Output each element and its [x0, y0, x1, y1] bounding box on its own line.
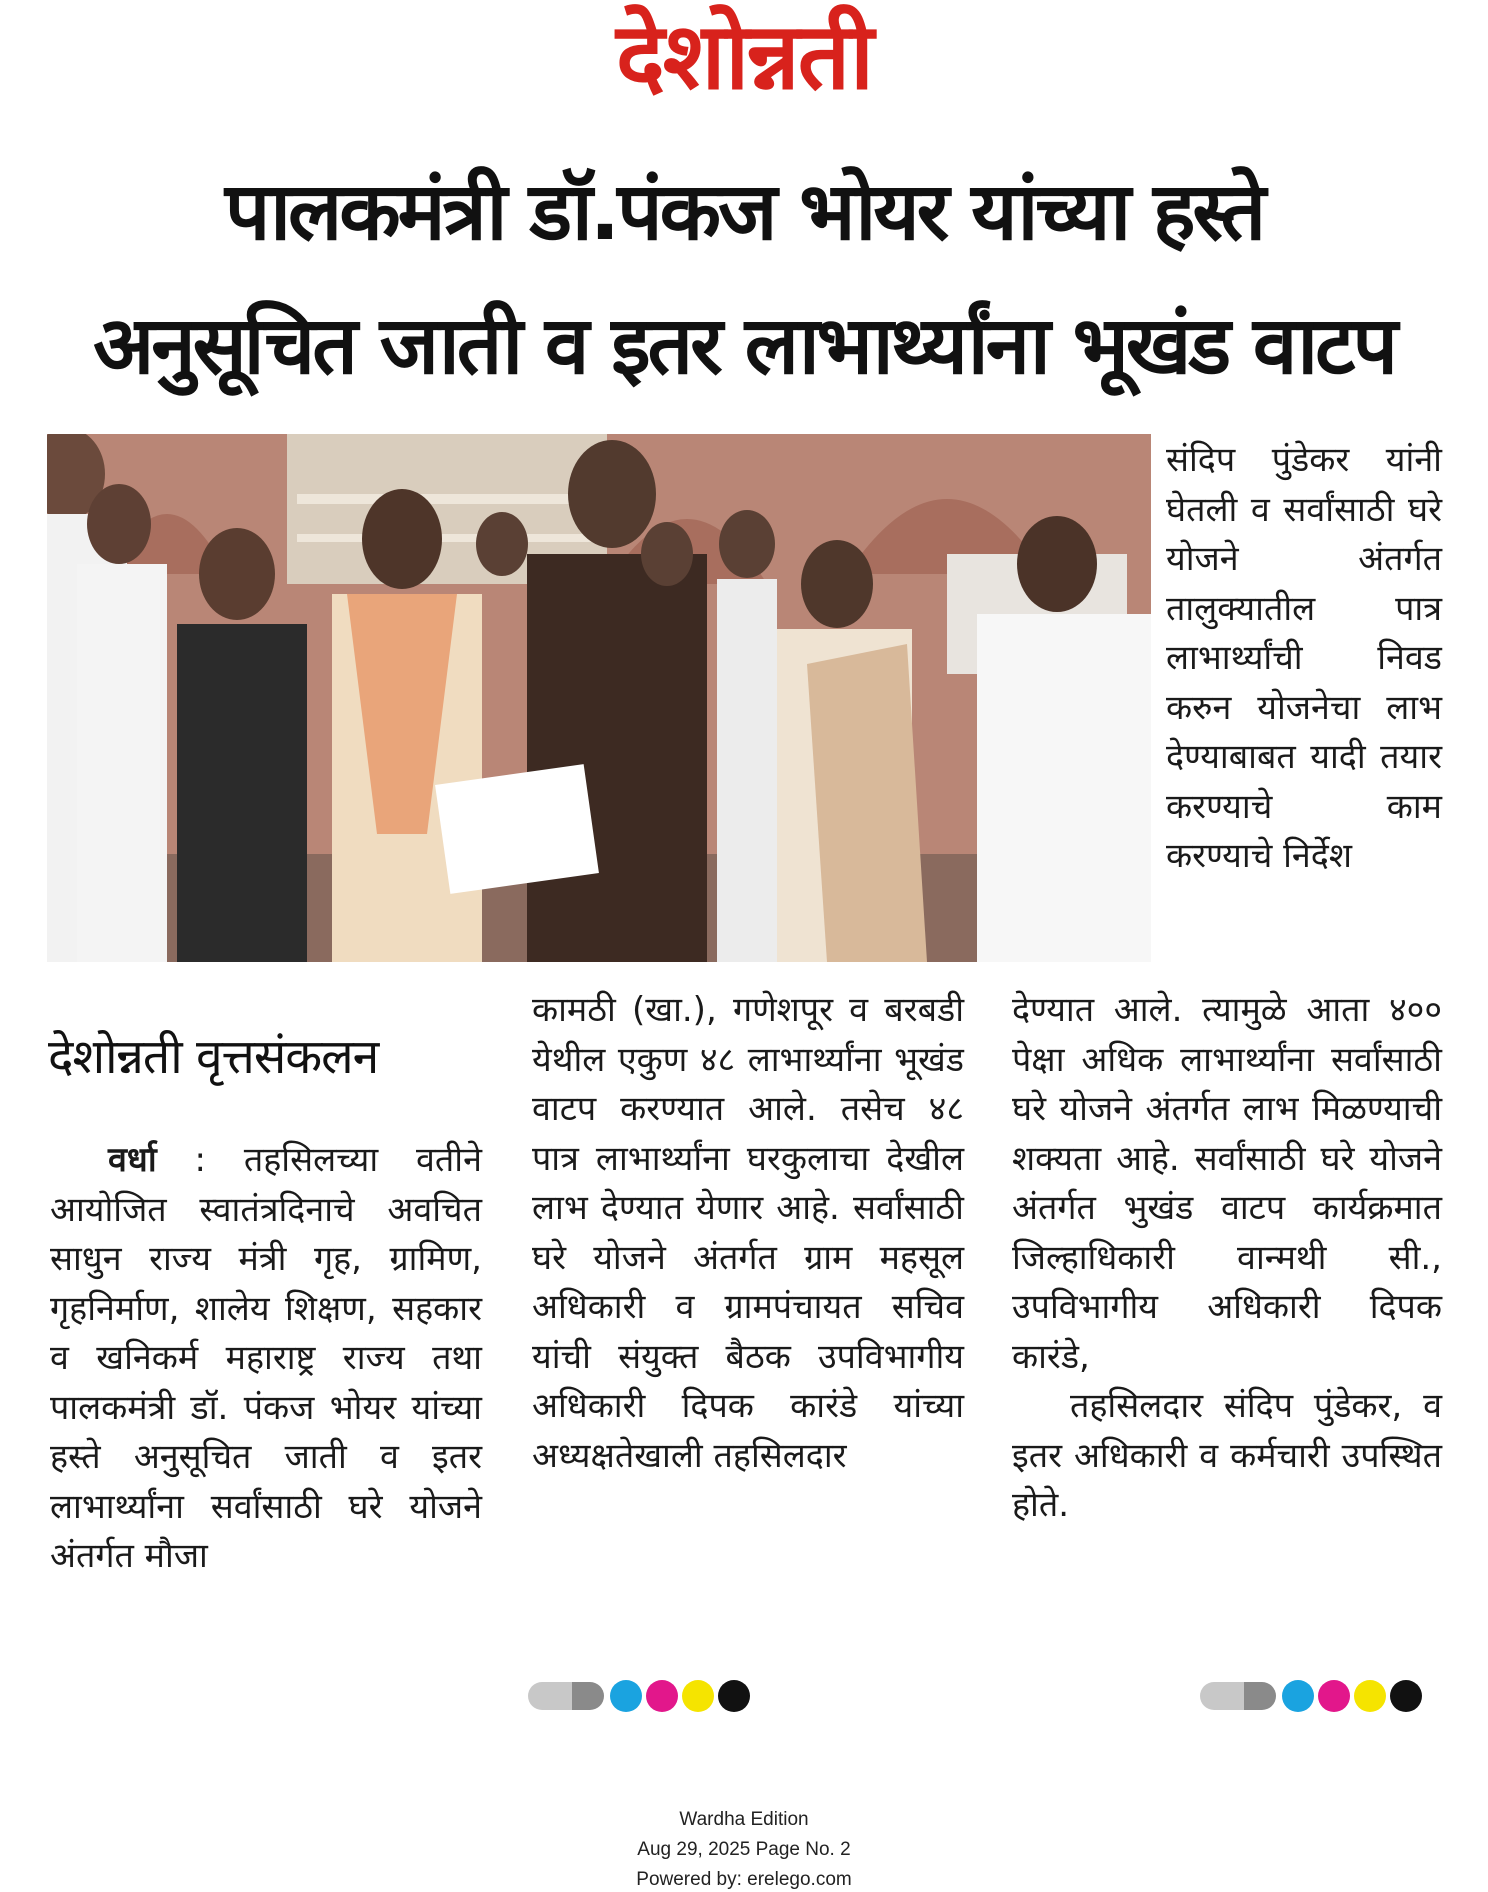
- news-photo: [47, 434, 1151, 962]
- footer-edition: Wardha Edition: [679, 1809, 809, 1830]
- article-column-1: [50, 1136, 482, 1582]
- headline-line-2: अनुसूचित जाती व इतर लाभार्थ्यांना भूखंड वाटप: [93, 299, 1395, 392]
- article-paragraph: कामठी (खा.), गणेशपूर व बरबडी येथील एकुण ४८ लाभार्थ्यांना भूखंड वाटप करण्यात आले. तसेच ४८ पात्र लाभार्थ्यांना घरकुलाचा देखील लाभ देण्यात येणार आहे. सर्वांसाठी घरे योजने अंतर्गत ग्राम महसूल अधिकारी व ग्रामपंचायत सचिव यांची संयुक्त बैठक उपविभागीय अधिकारी दिपक कारंडे यांच्या अध्यक्षतेखाली तहसिलदार: [532, 990, 964, 1476]
- footer-date-page: Aug 29, 2025 Page No. 2: [637, 1839, 851, 1860]
- article-column-right-top: [1166, 436, 1442, 882]
- article-paragraph: [50, 1136, 482, 1582]
- color-registration-bar: [524, 1678, 758, 1714]
- byline: देशोन्नती वृत्तसंकलन: [48, 1029, 379, 1085]
- article-column-2: [532, 986, 964, 1481]
- masthead: [0, 0, 1488, 120]
- newspaper-logo: देशोन्नती: [616, 3, 872, 110]
- dateline: वर्धा: [108, 1140, 157, 1180]
- color-registration-bar: [1196, 1678, 1430, 1714]
- headline-line-1: पालकमंत्री डॉ.पंकज भोयर यांच्या हस्ते: [224, 165, 1264, 258]
- dateline-separator: :: [194, 1140, 206, 1180]
- article-paragraph: देण्यात आले. त्यामुळे आता ४०० पेक्षा अधिक लाभार्थ्यांना सर्वांसाठी घरे योजने अंतर्गत लाभ मिळण्याची शक्यता आहे. सर्वांसाठी घरे योजने अंतर्गत भुखंड वाटप कार्यक्रमात जिल्हाधिकारी वान्मथी सी., उपविभागीय अधिकारी दिपक कारंडे,: [1012, 990, 1442, 1377]
- article-column-3: [1012, 986, 1442, 1531]
- footer-powered-by: Powered by: erelego.com: [636, 1869, 852, 1890]
- article-paragraph: तहसिलदार संदिप पुंडेकर, व इतर अधिकारी व कर्मचारी उपस्थित होते.: [1012, 1386, 1442, 1525]
- article-text: तहसिलच्या वतीने आयोजित स्वातंत्रदिनाचे अवचित साधुन राज्य मंत्री गृह, ग्रामिण, गृहनिर्माण, शालेय शिक्षण, सहकार व खनिकर्म महाराष्ट्र राज्य तथा पालकमंत्री डॉ. पंकज भोयर यांच्या हस्ते अनुसूचित जाती व इतर लाभार्थ्यांना सर्वांसाठी घरे योजने अंतर्गत मौजा: [50, 1140, 482, 1576]
- article-paragraph: संदिप पुंडेकर यांनी घेतली व सर्वांसाठी घरे योजने अंतर्गत तालुक्यातील पात्र लाभार्थ्यांची निवड करुन योजनेचा लाभ देण्याबाबत यादी तयार करण्याचे काम करण्याचे निर्देश: [1166, 440, 1442, 876]
